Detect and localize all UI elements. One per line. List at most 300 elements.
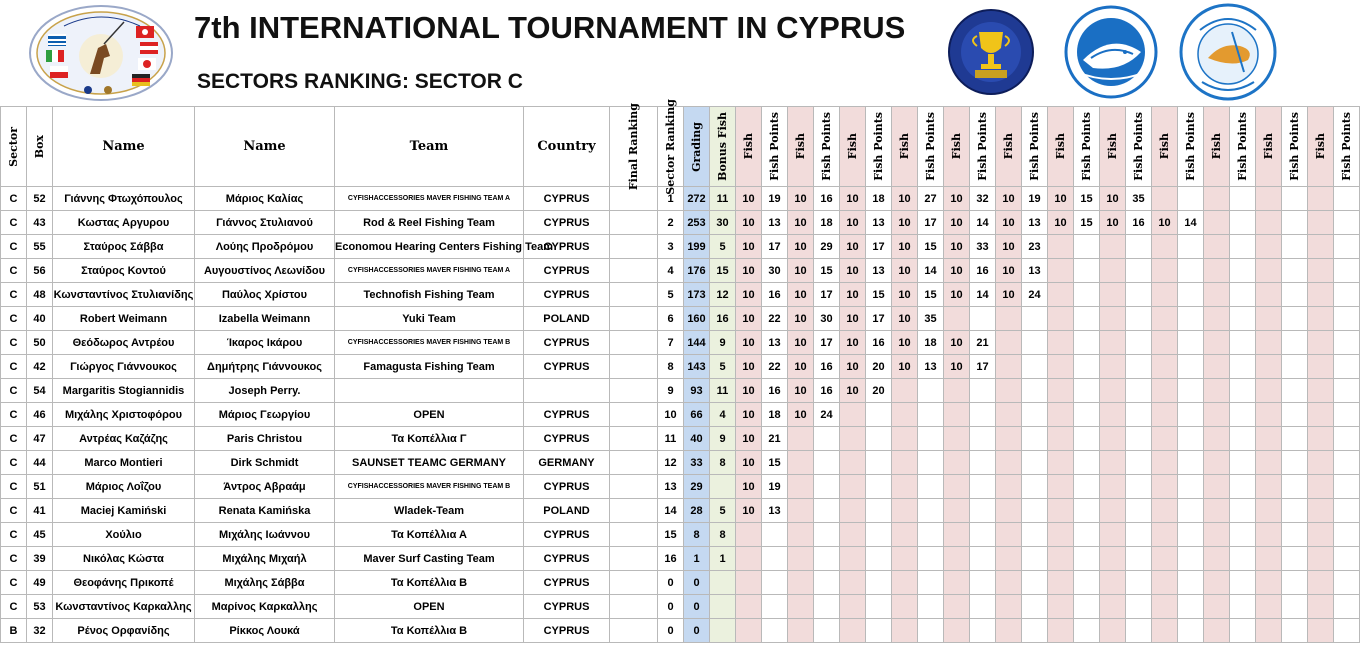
sector-cell: C [1, 379, 27, 403]
fish-points-cell: 20 [866, 355, 892, 379]
final-ranking-cell [610, 259, 658, 283]
fish-points-cell [1334, 211, 1360, 235]
fish-points-cell [1230, 235, 1256, 259]
fish-points-cell [1282, 331, 1308, 355]
col-fish-9-label: Fish [1158, 133, 1171, 160]
fish-points-cell [1334, 523, 1360, 547]
fish-points-cell [918, 523, 944, 547]
fish-cell: 10 [788, 283, 814, 307]
fish-points-cell [1074, 451, 1100, 475]
fish-cell [1204, 211, 1230, 235]
fish-cell [1100, 235, 1126, 259]
fish-cell [736, 523, 762, 547]
fish-points-cell [1126, 523, 1152, 547]
fish-cell [1048, 355, 1074, 379]
fish-cell [1048, 547, 1074, 571]
fish-cell [1152, 499, 1178, 523]
fish-points-cell [1282, 187, 1308, 211]
fish-points-cell [1282, 307, 1308, 331]
fish-points-cell [1074, 259, 1100, 283]
grading-cell: 160 [684, 307, 710, 331]
col-fish-3-label: Fish [846, 133, 859, 160]
fish-points-cell [1022, 307, 1048, 331]
fish-cell [1152, 571, 1178, 595]
fish-cell: 10 [736, 475, 762, 499]
fish-points-cell [1178, 451, 1204, 475]
table-row [1, 307, 1360, 331]
fish-points-cell: 17 [762, 235, 788, 259]
fish-points-cell [1022, 379, 1048, 403]
fish-cell: 10 [840, 331, 866, 355]
col-fish-points-5-label: Fish Points [976, 112, 989, 181]
sector-ranking-cell: 14 [658, 499, 684, 523]
fish-points-cell [1022, 331, 1048, 355]
fish-points-cell [1074, 571, 1100, 595]
fish-cell [1100, 427, 1126, 451]
fish-cell: 10 [736, 283, 762, 307]
fish-points-cell [1334, 379, 1360, 403]
fish-cell [1048, 595, 1074, 619]
name-2-cell: Μιχάλης Σάββα [195, 571, 335, 595]
table-row [1, 547, 1360, 571]
fish-cell: 10 [736, 307, 762, 331]
sector-cell: C [1, 355, 27, 379]
sector-cell: B [1, 619, 27, 643]
fish-cell [1152, 307, 1178, 331]
fish-cell [840, 499, 866, 523]
fish-points-cell [970, 427, 996, 451]
fish-cell [1256, 355, 1282, 379]
final-ranking-cell [610, 403, 658, 427]
fish-cell [1048, 379, 1074, 403]
bonus-fish-cell: 15 [710, 259, 736, 283]
sector-cell: C [1, 595, 27, 619]
fish-cell [1308, 211, 1334, 235]
table-row [1, 283, 1360, 307]
fish-cell [1308, 307, 1334, 331]
fish-cell: 10 [892, 331, 918, 355]
fish-points-cell [970, 451, 996, 475]
col-fish-11-label: Fish [1262, 133, 1275, 160]
fish-cell [944, 571, 970, 595]
country-cell: GERMANY [524, 451, 610, 475]
col-fish-12-label: Fish [1314, 133, 1327, 160]
fish-cell [1308, 259, 1334, 283]
fish-points-cell [1230, 595, 1256, 619]
box-cell: 42 [27, 355, 53, 379]
fish-cell [1256, 403, 1282, 427]
fish-points-cell: 15 [866, 283, 892, 307]
bonus-fish-cell: 11 [710, 379, 736, 403]
fish-cell [840, 619, 866, 643]
col-fish-4 [892, 107, 918, 187]
fish-points-cell: 18 [814, 211, 840, 235]
fish-cell [1152, 427, 1178, 451]
fish-cell: 10 [788, 259, 814, 283]
fish-points-cell [1230, 427, 1256, 451]
fish-cell: 10 [944, 331, 970, 355]
fish-cell: 10 [736, 355, 762, 379]
final-ranking-cell [610, 547, 658, 571]
col-fish-12 [1308, 107, 1334, 187]
sector-ranking-cell: 2 [658, 211, 684, 235]
fish-cell: 10 [736, 331, 762, 355]
fish-cell: 10 [944, 211, 970, 235]
fish-points-cell: 16 [762, 379, 788, 403]
name-2-cell: Παύλος Χρίστου [195, 283, 335, 307]
fish-cell [840, 595, 866, 619]
fish-points-cell: 14 [918, 259, 944, 283]
fish-points-cell: 15 [918, 235, 944, 259]
ranking-table [0, 98, 1360, 643]
fish-points-cell [866, 475, 892, 499]
fish-cell: 10 [840, 283, 866, 307]
team-cell: Τα Κοπέλλια Β [335, 571, 524, 595]
fish-points-cell [1126, 259, 1152, 283]
col-sector [1, 107, 27, 187]
fish-points-cell [1282, 283, 1308, 307]
fish-points-cell [1230, 475, 1256, 499]
country-cell: CYPRUS [524, 235, 610, 259]
grading-cell: 143 [684, 355, 710, 379]
fish-points-cell: 17 [866, 307, 892, 331]
fish-cell [996, 595, 1022, 619]
fish-cell [1204, 499, 1230, 523]
bonus-fish-cell: 5 [710, 355, 736, 379]
fish-points-cell [1178, 619, 1204, 643]
col-grading [684, 107, 710, 187]
fish-points-cell [1334, 259, 1360, 283]
box-cell: 48 [27, 283, 53, 307]
grading-cell: 0 [684, 571, 710, 595]
fish-points-cell [1022, 547, 1048, 571]
box-cell: 49 [27, 571, 53, 595]
name-1-cell: Ρένος Ορφανίδης [53, 619, 195, 643]
box-cell: 52 [27, 187, 53, 211]
fish-points-cell [970, 379, 996, 403]
fish-cell [1256, 259, 1282, 283]
fish-cell: 10 [840, 379, 866, 403]
fish-cell [1100, 283, 1126, 307]
sector-cell: C [1, 211, 27, 235]
box-cell: 44 [27, 451, 53, 475]
sector-cell: C [1, 499, 27, 523]
fish-cell [1204, 595, 1230, 619]
fish-points-cell [1230, 307, 1256, 331]
fish-points-cell [866, 499, 892, 523]
fish-cell [944, 499, 970, 523]
col-country [524, 107, 610, 187]
fish-points-cell [814, 619, 840, 643]
fish-cell: 10 [996, 235, 1022, 259]
fish-points-cell: 19 [762, 475, 788, 499]
fish-cell: 10 [788, 187, 814, 211]
fish-cell: 10 [736, 403, 762, 427]
col-fish-points-7-label: Fish Points [1080, 112, 1093, 181]
fish-points-cell [1282, 259, 1308, 283]
fish-points-cell [1074, 403, 1100, 427]
bonus-fish-cell: 4 [710, 403, 736, 427]
team-cell [335, 379, 524, 403]
fish-cell: 10 [892, 187, 918, 211]
col-fish-points-12 [1334, 107, 1360, 187]
name-1-cell: Κωστας Αργυρου [53, 211, 195, 235]
bonus-fish-cell: 8 [710, 451, 736, 475]
fish-points-cell [1334, 547, 1360, 571]
fish-points-cell [1282, 451, 1308, 475]
table-row [1, 595, 1360, 619]
fish-cell [944, 475, 970, 499]
fish-points-cell [918, 619, 944, 643]
fish-points-cell [1230, 331, 1256, 355]
fish-cell [944, 523, 970, 547]
fish-cell [840, 547, 866, 571]
sector-cell: C [1, 451, 27, 475]
fish-points-cell [1178, 403, 1204, 427]
country-cell: CYPRUS [524, 403, 610, 427]
box-cell: 43 [27, 211, 53, 235]
col-box-label: Box [33, 134, 46, 159]
fish-cell [1256, 283, 1282, 307]
fish-points-cell: 13 [866, 211, 892, 235]
fish-cell [1204, 187, 1230, 211]
bonus-fish-cell: 9 [710, 331, 736, 355]
fish-cell: 10 [944, 235, 970, 259]
fish-points-cell [1126, 595, 1152, 619]
name-2-cell: Ίκαρος Ικάρου [195, 331, 335, 355]
fish-cell [996, 427, 1022, 451]
col-fish-1 [736, 107, 762, 187]
sector-cell: C [1, 427, 27, 451]
fish-points-cell [1230, 355, 1256, 379]
fish-points-cell [1126, 619, 1152, 643]
fish-points-cell [1334, 595, 1360, 619]
team-cell: Yuki Team [335, 307, 524, 331]
team-cell: Maver Surf Casting Team [335, 547, 524, 571]
fish-points-cell [1022, 523, 1048, 547]
grading-cell: 93 [684, 379, 710, 403]
grading-cell: 144 [684, 331, 710, 355]
final-ranking-cell [610, 427, 658, 451]
box-cell: 50 [27, 331, 53, 355]
fish-cell [1100, 355, 1126, 379]
fish-cell [788, 619, 814, 643]
sector-ranking-cell: 11 [658, 427, 684, 451]
fish-points-cell: 16 [866, 331, 892, 355]
fish-points-cell [1178, 235, 1204, 259]
fish-cell [736, 619, 762, 643]
fish-cell [1048, 235, 1074, 259]
country-cell: CYPRUS [524, 547, 610, 571]
sector-cell: C [1, 259, 27, 283]
col-fish-8 [1100, 107, 1126, 187]
bonus-fish-cell: 12 [710, 283, 736, 307]
fish-points-cell [1178, 427, 1204, 451]
col-country-label: Country [537, 139, 596, 154]
fish-points-cell [1282, 211, 1308, 235]
fish-points-cell: 35 [918, 307, 944, 331]
col-fish-points-8-label: Fish Points [1132, 112, 1145, 181]
grading-cell: 0 [684, 595, 710, 619]
fish-points-cell [1178, 595, 1204, 619]
bonus-fish-cell: 30 [710, 211, 736, 235]
fish-points-cell: 18 [918, 331, 944, 355]
fish-points-cell [1282, 619, 1308, 643]
fish-cell: 10 [996, 187, 1022, 211]
fish-cell [840, 451, 866, 475]
fish-cell [1256, 211, 1282, 235]
sector-cell: C [1, 283, 27, 307]
country-cell: CYPRUS [524, 355, 610, 379]
fish-points-cell [1178, 475, 1204, 499]
fish-cell [944, 547, 970, 571]
fish-points-cell [1178, 187, 1204, 211]
fish-points-cell [1230, 619, 1256, 643]
fish-points-cell [1074, 379, 1100, 403]
fish-cell: 10 [840, 355, 866, 379]
sector-cell: C [1, 475, 27, 499]
fish-cell: 10 [892, 283, 918, 307]
sector-ranking-cell: 10 [658, 403, 684, 427]
box-cell: 55 [27, 235, 53, 259]
fish-cell [996, 379, 1022, 403]
fish-cell [1100, 307, 1126, 331]
box-cell: 54 [27, 379, 53, 403]
fish-cell [892, 403, 918, 427]
col-fish-10 [1204, 107, 1230, 187]
fish-cell [1100, 547, 1126, 571]
fish-cell [944, 619, 970, 643]
fish-cell [1048, 451, 1074, 475]
name-2-cell: Δημήτρης Γιάννουκος [195, 355, 335, 379]
fish-cell [1204, 427, 1230, 451]
fish-points-cell [1022, 571, 1048, 595]
fish-points-cell: 17 [814, 283, 840, 307]
fish-points-cell [1022, 499, 1048, 523]
fish-cell: 10 [736, 499, 762, 523]
fish-points-cell: 13 [918, 355, 944, 379]
fish-cell [1204, 571, 1230, 595]
fish-points-cell [1178, 307, 1204, 331]
team-cell: Technofish Fishing Team [335, 283, 524, 307]
fish-cell: 10 [840, 259, 866, 283]
name-1-cell: Νικόλας Κώστα [53, 547, 195, 571]
fish-points-cell [1334, 427, 1360, 451]
fish-points-cell [762, 571, 788, 595]
col-fish-points-6 [1022, 107, 1048, 187]
table-row [1, 451, 1360, 475]
fish-cell [1048, 499, 1074, 523]
fish-points-cell [866, 451, 892, 475]
name-1-cell: Γιάννης Φτωχόπουλος [53, 187, 195, 211]
fish-points-cell [866, 595, 892, 619]
table-row [1, 403, 1360, 427]
box-cell: 40 [27, 307, 53, 331]
bonus-fish-cell: 16 [710, 307, 736, 331]
team-cell: CYFISHACCESSORIES MAVER FISHING TEAM A [335, 259, 524, 283]
fish-points-cell [1074, 331, 1100, 355]
sector-ranking-cell: 7 [658, 331, 684, 355]
fish-cell [1152, 403, 1178, 427]
final-ranking-cell [610, 379, 658, 403]
fish-points-cell [1022, 619, 1048, 643]
fish-cell [1048, 403, 1074, 427]
grading-cell: 199 [684, 235, 710, 259]
fish-cell [1048, 427, 1074, 451]
col-fish-8-label: Fish [1106, 133, 1119, 160]
fish-cell: 10 [944, 187, 970, 211]
col-team [335, 107, 524, 187]
sector-cell: C [1, 235, 27, 259]
fish-cell [1256, 571, 1282, 595]
fish-cell [736, 547, 762, 571]
fish-points-cell [918, 379, 944, 403]
fish-points-cell [1022, 355, 1048, 379]
table-row [1, 331, 1360, 355]
fish-cell [1048, 475, 1074, 499]
col-fish-points-6-label: Fish Points [1028, 112, 1041, 181]
fish-cell [1308, 451, 1334, 475]
fish-cell [1204, 259, 1230, 283]
fish-cell [1308, 235, 1334, 259]
name-1-cell: Σταύρος Κοντού [53, 259, 195, 283]
col-sector-ranking [658, 98, 684, 195]
fish-points-cell [1282, 427, 1308, 451]
fish-points-cell [1282, 403, 1308, 427]
fish-points-cell: 27 [918, 187, 944, 211]
fish-points-cell [814, 571, 840, 595]
country-cell [524, 379, 610, 403]
fish-cell: 10 [736, 427, 762, 451]
col-name-1 [53, 107, 195, 187]
fish-cell: 10 [1100, 211, 1126, 235]
fish-points-cell [814, 547, 840, 571]
fish-cell [1152, 619, 1178, 643]
box-cell: 47 [27, 427, 53, 451]
col-fish-points-9 [1178, 107, 1204, 187]
fish-points-cell [1282, 235, 1308, 259]
report-header [0, 0, 1342, 106]
fish-cell [1204, 355, 1230, 379]
fish-cell [1256, 307, 1282, 331]
col-fish-3 [840, 107, 866, 187]
grading-cell: 33 [684, 451, 710, 475]
bonus-fish-cell: 11 [710, 187, 736, 211]
fish-cell [1256, 451, 1282, 475]
fish-cell: 10 [736, 187, 762, 211]
fish-cell: 10 [788, 331, 814, 355]
fish-points-cell [1334, 475, 1360, 499]
name-1-cell: Κωνσταντίνος Στυλιανίδης [53, 283, 195, 307]
fish-points-cell: 17 [918, 211, 944, 235]
fish-points-cell [1334, 499, 1360, 523]
fish-points-cell [1282, 547, 1308, 571]
fish-points-cell: 16 [970, 259, 996, 283]
fish-points-cell [1022, 475, 1048, 499]
fish-cell [840, 475, 866, 499]
col-fish-points-11 [1282, 107, 1308, 187]
team-cell: CYFISHACCESSORIES MAVER FISHING TEAM B [335, 475, 524, 499]
table-row [1, 427, 1360, 451]
col-fish-points-2-label: Fish Points [820, 112, 833, 181]
fish-points-cell [866, 571, 892, 595]
sector-ranking-cell: 0 [658, 619, 684, 643]
country-cell: CYPRUS [524, 427, 610, 451]
fish-points-cell: 13 [866, 259, 892, 283]
fish-cell [1308, 523, 1334, 547]
fish-cell [788, 475, 814, 499]
fish-points-cell: 16 [814, 187, 840, 211]
